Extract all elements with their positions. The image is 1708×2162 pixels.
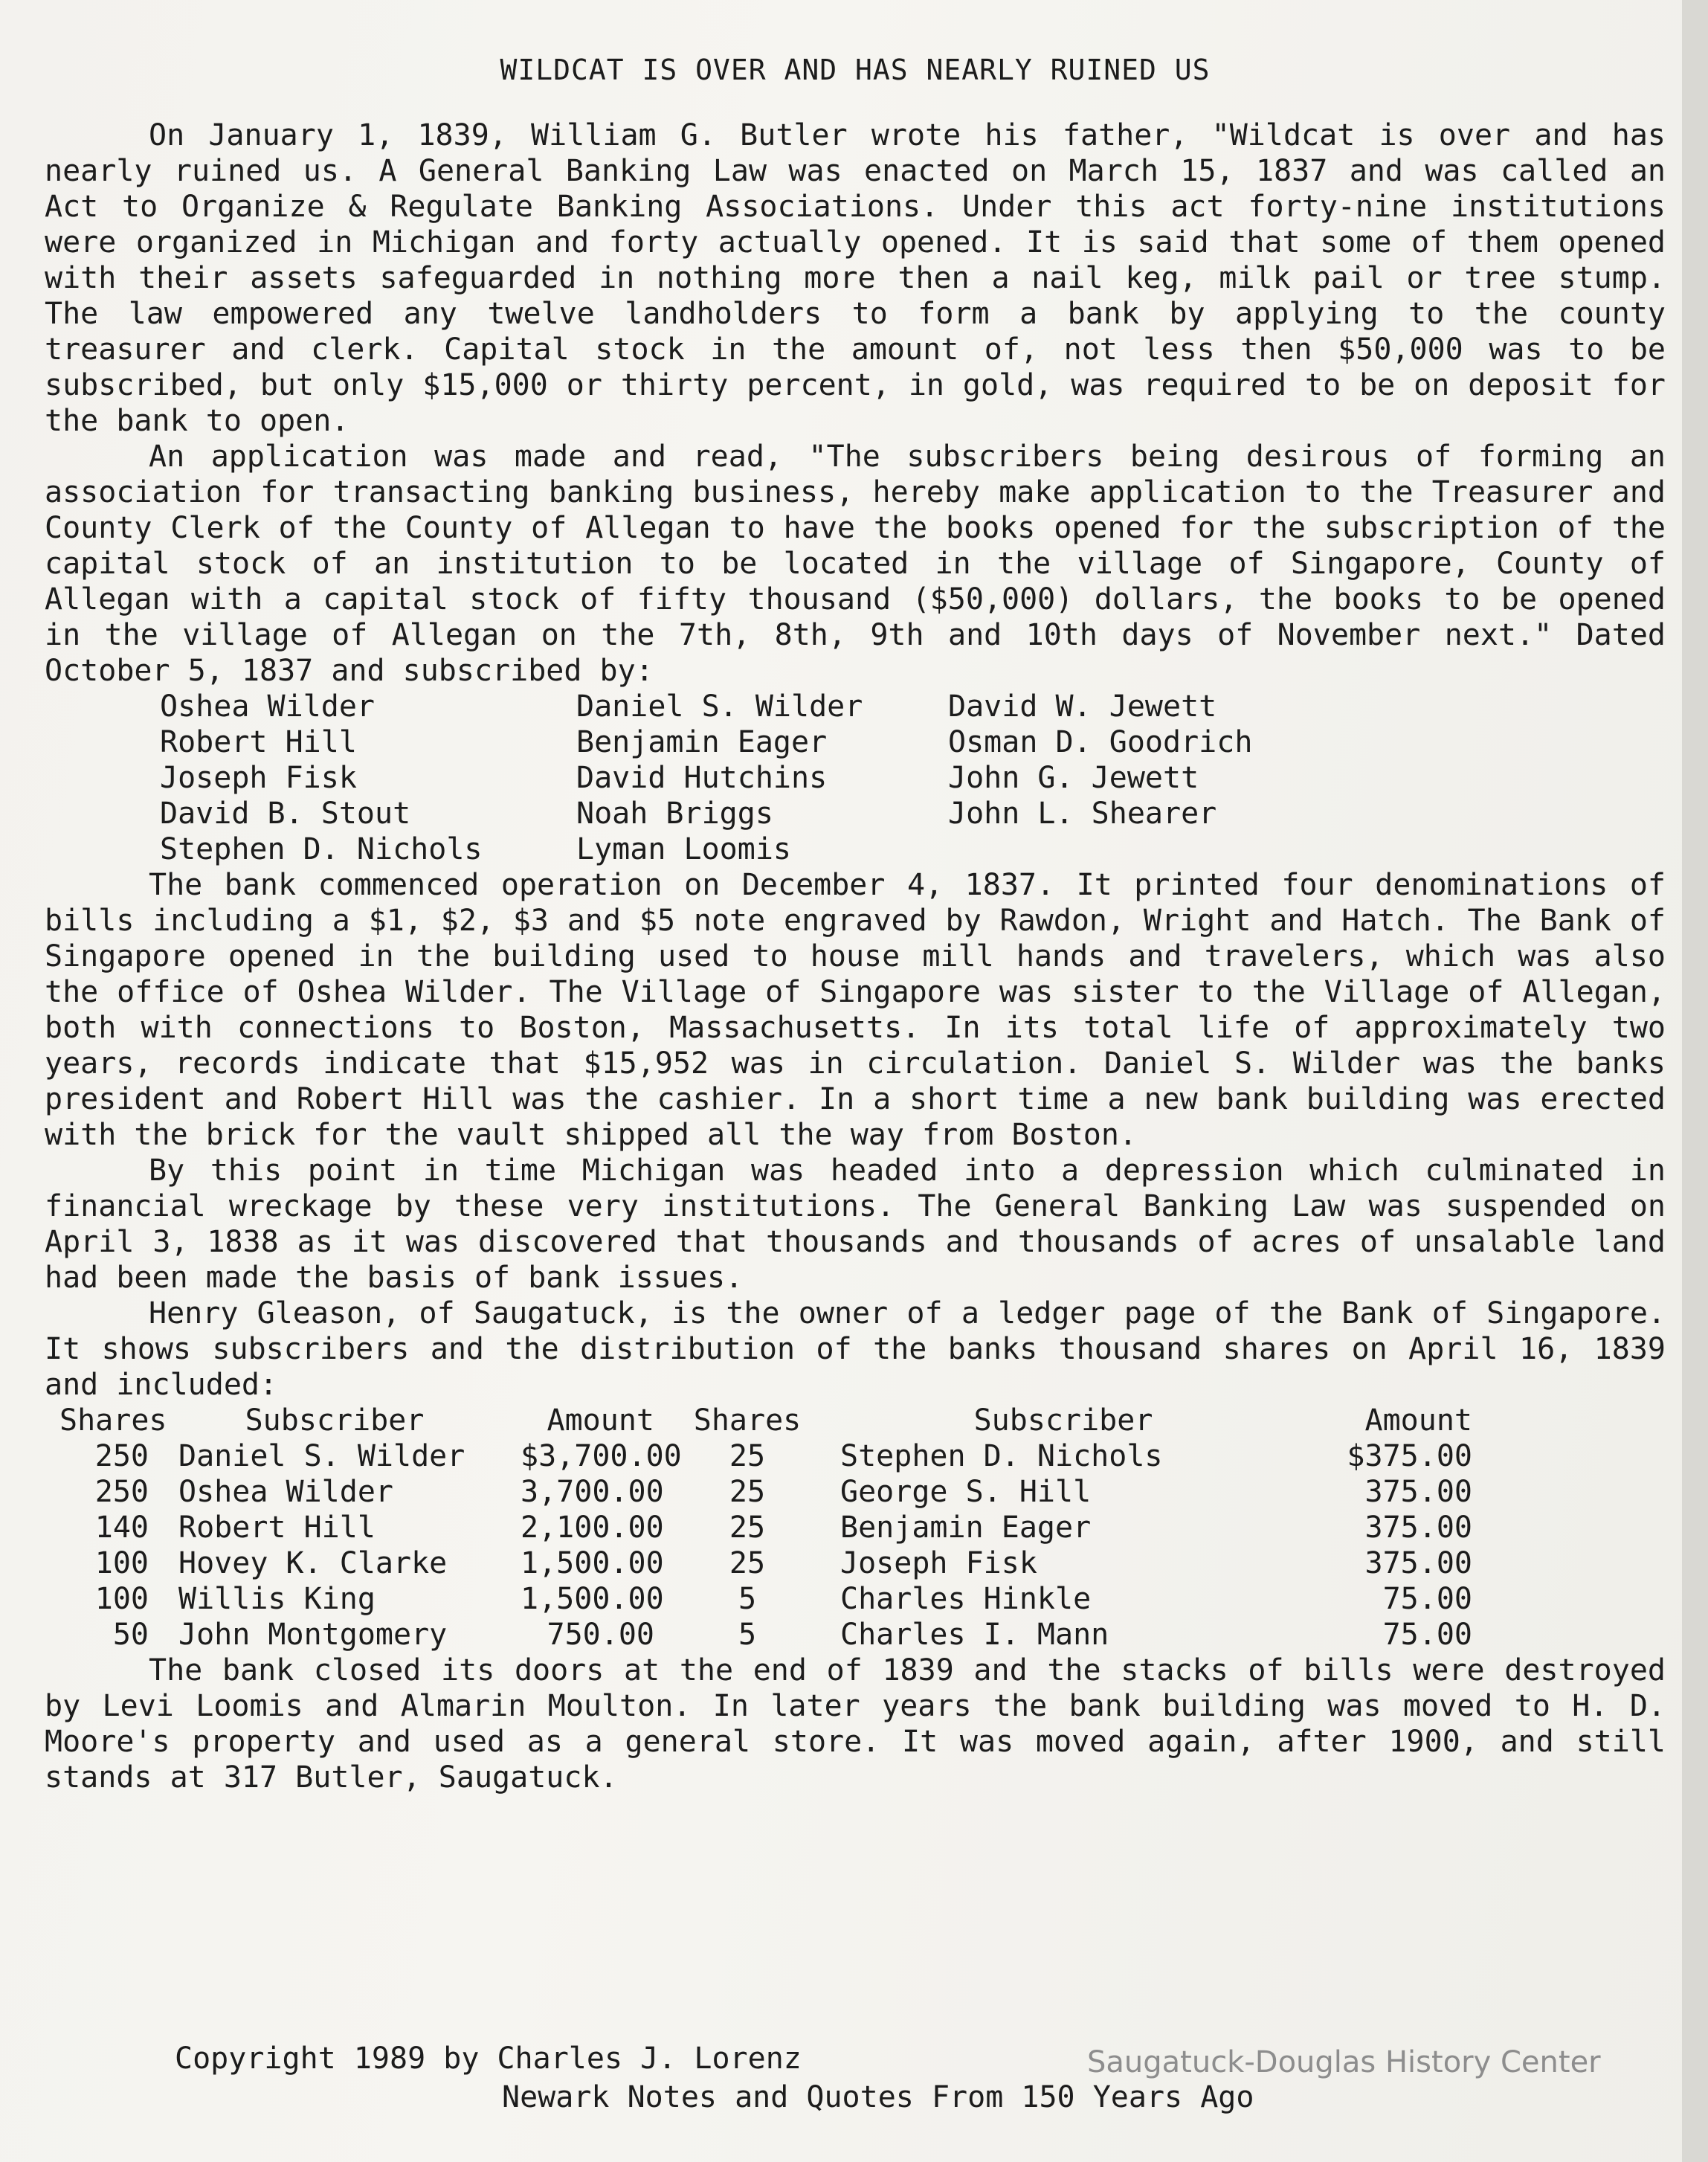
ledger-cell: 750.00 xyxy=(547,1618,654,1652)
ledger-cell: Daniel S. Wilder xyxy=(178,1439,465,1473)
ledger-cell: 1,500.00 xyxy=(521,1546,664,1580)
ledger-cell: $3,700.00 xyxy=(521,1439,682,1473)
ledger-header: Subscriber xyxy=(245,1403,425,1438)
ledger-header: Subscriber xyxy=(973,1403,1153,1438)
subscriber-name: Oshea Wilder xyxy=(160,689,375,724)
subscriber-name: John G. Jewett xyxy=(948,761,1199,795)
subscriber-name: Daniel S. Wilder xyxy=(576,689,863,724)
paragraph-6: The bank closed its doors at the end of 1839 and the stacks of bills were destroyed by Levi Loomis and Almarin Moulton. In later years the bank building was moved to H. D. Moore's property and used as a general store. It was moved again, after 1900, and still stands at 317 Butler, Saugatuck. xyxy=(45,1653,1666,1795)
subscriber-name: Benjamin Eager xyxy=(576,725,828,759)
ledger-header: Amount xyxy=(547,1403,654,1438)
subscriber-name: Stephen D. Nichols xyxy=(160,832,483,866)
subscriber-name xyxy=(948,831,1335,867)
ledger-cell: 2,100.00 xyxy=(521,1510,664,1545)
ledger-cell: 5 xyxy=(738,1582,757,1616)
subscriber-name: David Hutchins xyxy=(576,761,828,795)
ledger-cell: 50 xyxy=(112,1618,149,1652)
ledger-cell: 375.00 xyxy=(1364,1546,1472,1580)
ledger-cell: Robert Hill xyxy=(178,1510,376,1545)
subscriber-name: Lyman Loomis xyxy=(576,832,791,866)
ledger-cell: 25 xyxy=(729,1510,766,1545)
ledger-cell: 375.00 xyxy=(1364,1510,1472,1545)
ledger-cell: 25 xyxy=(729,1439,766,1473)
ledger-header: Shares xyxy=(693,1403,802,1438)
copyright-line: Copyright 1989 by Charles J. Lorenz xyxy=(175,2042,802,2076)
subscriber-name: Joseph Fisk xyxy=(160,761,357,795)
paragraph-2: An application was made and read, "The subscribers being desirous of forming an association for transacting banking business, hereby make application to the Treasurer and County Clerk of the County of Allegan to have the books opened for the subscription of the capital stock of an institution to be located in the village of Singapore, County of Allegan with a capital stock of fifty thousand ($50,000) dollars, the books to be opened in the village of Allegan on the 7th, 8th, 9th and 10th days of November next." Dated October 5, 1837 and subscribed by: xyxy=(45,440,1666,688)
ledger-cell: 75.00 xyxy=(1382,1582,1472,1616)
ledger-header: Shares xyxy=(59,1403,167,1438)
ledger-cell: Stephen D. Nichols xyxy=(840,1439,1163,1473)
page-edge xyxy=(1682,0,1708,2162)
ledger-header: Amount xyxy=(1364,1403,1472,1438)
subscriber-list xyxy=(160,689,1666,867)
source-line: Newark Notes and Quotes From 150 Years Ago xyxy=(502,2080,1254,2114)
subscriber-name: Noah Briggs xyxy=(576,797,773,831)
subscriber-name: David B. Stout xyxy=(160,797,411,831)
paragraph-5: Henry Gleason, of Saugatuck, is the owner of a ledger page of the Bank of Singapore. It shows subscribers and the distribution of the banks thousand shares on April 16, 1839 and included: xyxy=(45,1296,1666,1402)
ledger-cell: 140 xyxy=(94,1510,149,1545)
ledger-cell: 1,500.00 xyxy=(521,1582,664,1616)
paragraph-3: The bank commenced operation on December 4, 1837. It printed four denominations of bills including a $1, $2, $3 and $5 note engraved by Rawdon, Wright and Hatch. The Bank of Singapore opened in the building used to house mill hands and travelers, which was also the office of Oshea Wilder. The Village of Singapore was sister to the Village of Allegan, both with connections to Boston, Massachusetts. In its total life of approximately two years, records indicate that $15,952 was in circulation. Daniel S. Wilder was the banks president and Robert Hill was the cashier. In a short time a new bank building was erected with the brick for the vault shipped all the way from Boston. xyxy=(45,868,1666,1152)
document-body xyxy=(45,52,1666,1795)
ledger-cell: Charles Hinkle xyxy=(840,1582,1092,1616)
ledger-cell: Benjamin Eager xyxy=(840,1510,1092,1545)
ledger-cell: 250 xyxy=(94,1439,149,1473)
subscriber-name: David W. Jewett xyxy=(948,689,1217,724)
document-title: WILDCAT IS OVER AND HAS NEARLY RUINED US xyxy=(500,54,1211,86)
ledger-cell: George S. Hill xyxy=(840,1475,1092,1509)
watermark: Saugatuck-Douglas History Center xyxy=(1087,2045,1601,2079)
ledger-cell: 3,700.00 xyxy=(521,1475,664,1509)
ledger-cell: 75.00 xyxy=(1382,1618,1472,1652)
ledger-cell: 375.00 xyxy=(1364,1475,1472,1509)
ledger-cell: Hovey K. Clarke xyxy=(178,1546,448,1580)
ledger-table xyxy=(59,1403,1666,1653)
ledger-cell: 25 xyxy=(729,1475,766,1509)
ledger-cell: 100 xyxy=(94,1582,149,1616)
subscriber-name: John L. Shearer xyxy=(948,797,1217,831)
ledger-cell: 250 xyxy=(94,1475,149,1509)
ledger-cell: Willis King xyxy=(178,1582,376,1616)
paragraph-1: On January 1, 1839, William G. Butler wrote his father, "Wildcat is over and has nearly ruined us. A General Banking Law was enacted on March 15, 1837 and was called an Act to Organize & Regulate Banking Associations. Under this act forty-nine institutions were organized in Michigan and forty actually opened. It is said that some of them opened with their assets safeguarded in nothing more then a nail keg, milk pail or tree stump. The law empowered any twelve landholders to form a bank by applying to the county treasurer and clerk. Capital stock in the amount of, not less then $50,000 was to be subscribed, but only $15,000 or thirty percent, in gold, was required to be on deposit for the bank to open. xyxy=(45,118,1666,438)
ledger-cell: John Montgomery xyxy=(178,1618,448,1652)
subscriber-name: Osman D. Goodrich xyxy=(948,725,1253,759)
paragraph-4: By this point in time Michigan was headed into a depression which culminated in financial wreckage by these very institutions. The General Banking Law was suspended on April 3, 1838 as it was discovered that thousands and thousands of acres of unsalable land had been made the basis of bank issues. xyxy=(45,1154,1666,1295)
subscriber-name: Robert Hill xyxy=(160,725,357,759)
ledger-cell: Charles I. Mann xyxy=(840,1618,1109,1652)
ledger-cell: 25 xyxy=(729,1546,766,1580)
ledger-cell: Oshea Wilder xyxy=(178,1475,393,1509)
ledger-cell: $375.00 xyxy=(1347,1439,1472,1473)
ledger-cell: 100 xyxy=(94,1546,149,1580)
ledger-cell: Joseph Fisk xyxy=(840,1546,1037,1580)
ledger-cell: 5 xyxy=(738,1618,757,1652)
